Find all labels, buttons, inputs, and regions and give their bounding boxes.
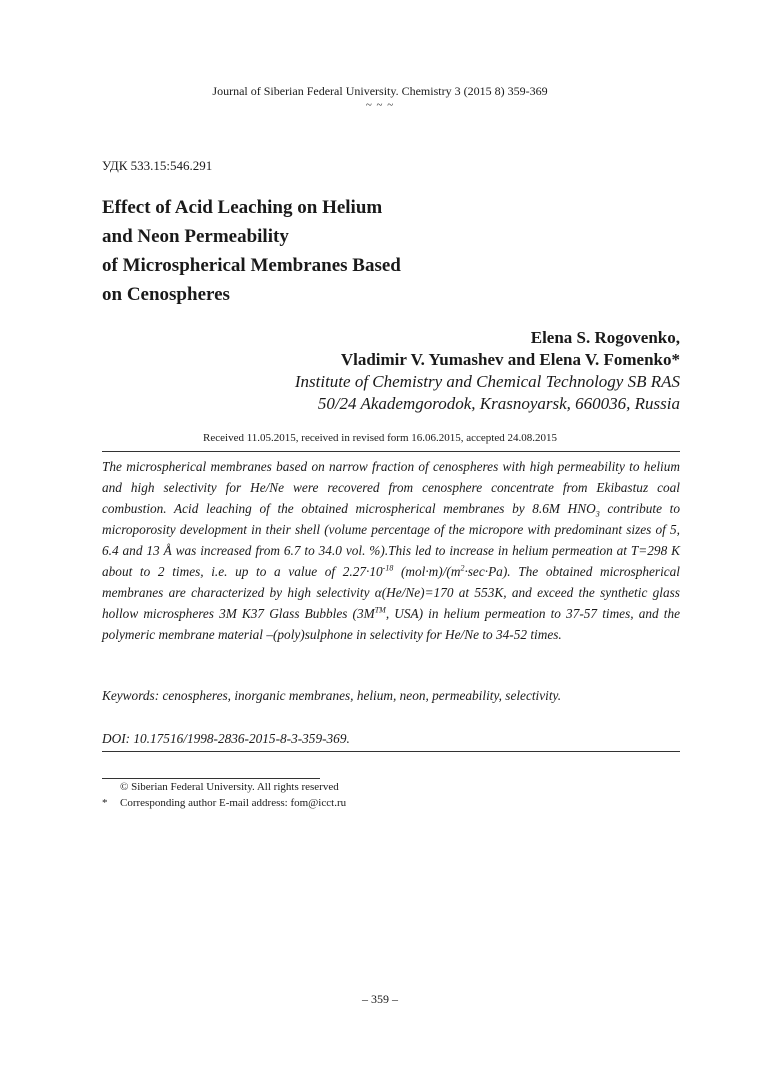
title-line: on Cenospheres bbox=[102, 284, 230, 305]
doi: DOI: 10.17516/1998-2836-2015-8-3-359-369. bbox=[102, 731, 350, 746]
author-line: Vladimir V. Yumashev and Elena V. Fomenko* bbox=[340, 350, 680, 369]
affiliation-line: Institute of Chemistry and Chemical Technology SB RAS bbox=[294, 372, 680, 391]
abstract-text: The microspherical membranes based on narrow fraction of cenospheres with high permeability to helium and high selectivity for He/Ne were recovered from cenosphere concentrate from Ekibastuz coal combustion. Acid leaching of the obtained microspherical membranes by 8.6M HNO bbox=[102, 459, 680, 516]
udc-code: УДК 533.15:546.291 bbox=[102, 158, 213, 173]
footnote-marker: * bbox=[102, 797, 108, 809]
abstract-text: , USA) in helium permeation to 37-57 times, and the polymeric membrane material –(poly)sulphone in selectivity for He/Ne to 34-52 times. bbox=[102, 606, 680, 642]
header-ornament: ~ ~ ~ bbox=[365, 99, 395, 111]
abstract bbox=[102, 456, 680, 645]
article-title bbox=[102, 193, 582, 309]
page-number: – 359 – bbox=[362, 992, 398, 1006]
received-dates: Received 11.05.2015, received in revised form 16.06.2015, accepted 24.08.2015 bbox=[203, 432, 557, 444]
footnote-rule bbox=[102, 778, 320, 779]
abstract-superscript: 2 bbox=[460, 563, 465, 573]
corresponding-author-footnote: Corresponding author E-mail address: fom@icct.ru bbox=[120, 797, 347, 809]
abstract-bottom-rule bbox=[102, 751, 680, 752]
abstract-superscript: -18 bbox=[382, 563, 394, 573]
keywords: Keywords: cenospheres, inorganic membranes, helium, neon, permeability, selectivity. bbox=[102, 688, 562, 703]
author-line: Elena S. Rogovenko, bbox=[530, 328, 680, 347]
abstract-text: ·sec·Pa). The obtained microspherical membranes are characterized by high selectivity α(He/Ne)=170 at 553K, and exceed the synthetic glass hollow microspheres 3M K37 Glass Bubbles (3M bbox=[102, 564, 681, 621]
affiliation bbox=[295, 371, 680, 415]
title-line: of Microspherical Membranes Based bbox=[102, 255, 401, 276]
abstract-superscript: TM bbox=[374, 605, 386, 615]
abstract-text: contribute to microporosity development in their shell (volume percentage of the micropore with predominant sizes of 5, 6.4 and 13 Å was increased from 6.7 to 34.0 vol. %).This led to increase in helium permeation at T=298 K about to 2 times, i.e. up to a value of 2.27·10 bbox=[102, 501, 680, 579]
affiliation-line: 50/24 Akademgorodok, Krasnoyarsk, 660036, Russia bbox=[317, 394, 680, 413]
copyright-footnote: © Siberian Federal University. All rights reserved bbox=[120, 781, 339, 793]
journal-header: Journal of Siberian Federal University. Chemistry 3 (2015 8) 359-369 bbox=[212, 84, 548, 98]
title-line: and Neon Permeability bbox=[102, 226, 289, 247]
abstract-text: (mol·m)/(m bbox=[393, 564, 461, 579]
authors bbox=[341, 327, 680, 371]
abstract-subscript: 3 bbox=[595, 509, 600, 519]
title-line: Effect of Acid Leaching on Helium bbox=[102, 197, 383, 218]
abstract-top-rule bbox=[102, 451, 680, 452]
